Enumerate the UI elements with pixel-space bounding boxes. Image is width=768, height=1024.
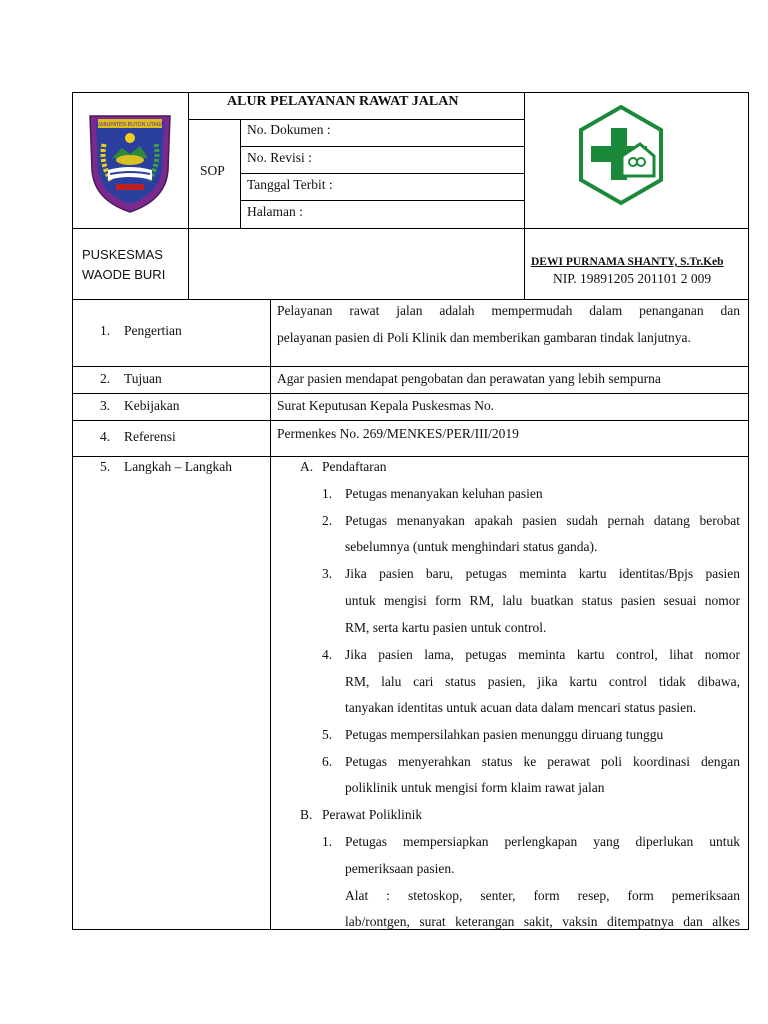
step-a5-number: 5.: [322, 727, 333, 742]
step-b1-extra-line: Alat : stetoskop, senter, form resep, form pemeriksaan: [345, 888, 740, 903]
step-b1-line: pemeriksaan pasien.: [345, 861, 455, 876]
step-a2-line: Petugas menanyakan apakah pasien sudah pernah datang berobat: [345, 513, 740, 528]
section-1-text-line: pelayanan pasien di Poli Klinik dan memberikan gambaran tindak lanjutnya.: [277, 330, 691, 345]
step-a1-number: 1.: [322, 486, 333, 501]
step-b1-extra-line: lab/rontgen, surat keterangan sakit, vaksin ditempatnya dan alkes: [345, 914, 740, 929]
svg-text:KABUPATEN BUTON UTARA: KABUPATEN BUTON UTARA: [96, 122, 164, 128]
step-b-heading: Perawat Poliklinik: [322, 807, 423, 822]
section-4-text: Permenkes No. 269/MENKES/PER/III/2019: [277, 426, 519, 441]
step-b1-line: Petugas mempersiapkan perlengkapan yang diperlukan untuk: [345, 834, 740, 849]
step-a3-line: untuk mengisi form RM, lalu buatkan status pasien sesuai nomor: [345, 593, 740, 608]
step-a5-line: Petugas mempersilahkan pasien menunggu diruang tunggu: [345, 727, 664, 742]
step-a1-line: Petugas menanyakan keluhan pasien: [345, 486, 543, 501]
step-a2-line: sebelumnya (untuk menghindari status ganda).: [345, 539, 598, 554]
signer-nip: NIP. 19891205 201101 2 009: [553, 271, 712, 286]
field-tanggal-terbit: Tanggal Terbit :: [247, 177, 333, 192]
org-name-line1: PUSKESMAS: [82, 247, 163, 262]
step-a4-line: tanyakan identitas untuk acuan data dalam mencari status pasien.: [345, 700, 697, 715]
step-a3-number: 3.: [322, 566, 333, 581]
signer-name: DEWI PURNAMA SHANTY, S.Tr.Keb: [531, 256, 724, 268]
step-a2-number: 2.: [322, 513, 333, 528]
step-a4-line: RM, lalu cari status pasien, jika kartu control tidak dibawa,: [345, 674, 740, 689]
section-1-label: Pengertian: [124, 323, 182, 338]
section-1-text-line: Pelayanan rawat jalan adalah mempermudah dalam penanganan dan: [277, 303, 740, 318]
section-5-number: 5.: [100, 459, 111, 474]
regency-emblem-logo: [82, 108, 178, 216]
step-a6-number: 6.: [322, 754, 333, 769]
section-2-label: Tujuan: [124, 371, 162, 386]
field-no-dokumen: No. Dokumen :: [247, 122, 331, 137]
step-b-mark: B.: [300, 807, 313, 822]
section-2-number: 2.: [100, 371, 111, 386]
puskesmas-logo: [578, 104, 664, 206]
section-4-label: Referensi: [124, 429, 176, 444]
section-3-number: 3.: [100, 398, 111, 413]
section-3-text: Surat Keputusan Kepala Puskesmas No.: [277, 398, 495, 413]
section-2-text: Agar pasien mendapat pengobatan dan perawatan yang lebih sempurna: [277, 371, 661, 386]
step-a4-line: Jika pasien lama, petugas meminta kartu control, lihat nomor: [345, 647, 740, 662]
step-b1-number: 1.: [322, 834, 333, 849]
step-a6-line: poliklinik untuk mengisi form klaim rawat jalan: [345, 780, 605, 795]
section-4-number: 4.: [100, 429, 111, 444]
step-a3-line: Jika pasien baru, petugas meminta kartu identitas/Bpjs pasien: [345, 566, 740, 581]
sop-label: SOP: [200, 163, 225, 178]
step-a4-number: 4.: [322, 647, 333, 662]
document-title: ALUR PELAYANAN RAWAT JALAN: [227, 94, 459, 109]
org-name-line2: WAODE BURI: [82, 267, 166, 282]
step-a-mark: A.: [300, 459, 314, 474]
section-5-label: Langkah – Langkah: [124, 459, 232, 474]
field-no-revisi: No. Revisi :: [247, 150, 312, 165]
step-a6-line: Petugas menyerahkan status ke perawat poli koordinasi dengan: [345, 754, 740, 769]
step-a-heading: Pendaftaran: [322, 459, 387, 474]
step-a3-line: RM, serta kartu pasien untuk control.: [345, 620, 547, 635]
section-3-label: Kebijakan: [124, 398, 180, 413]
section-1-number: 1.: [100, 323, 111, 338]
field-halaman: Halaman :: [247, 204, 303, 219]
